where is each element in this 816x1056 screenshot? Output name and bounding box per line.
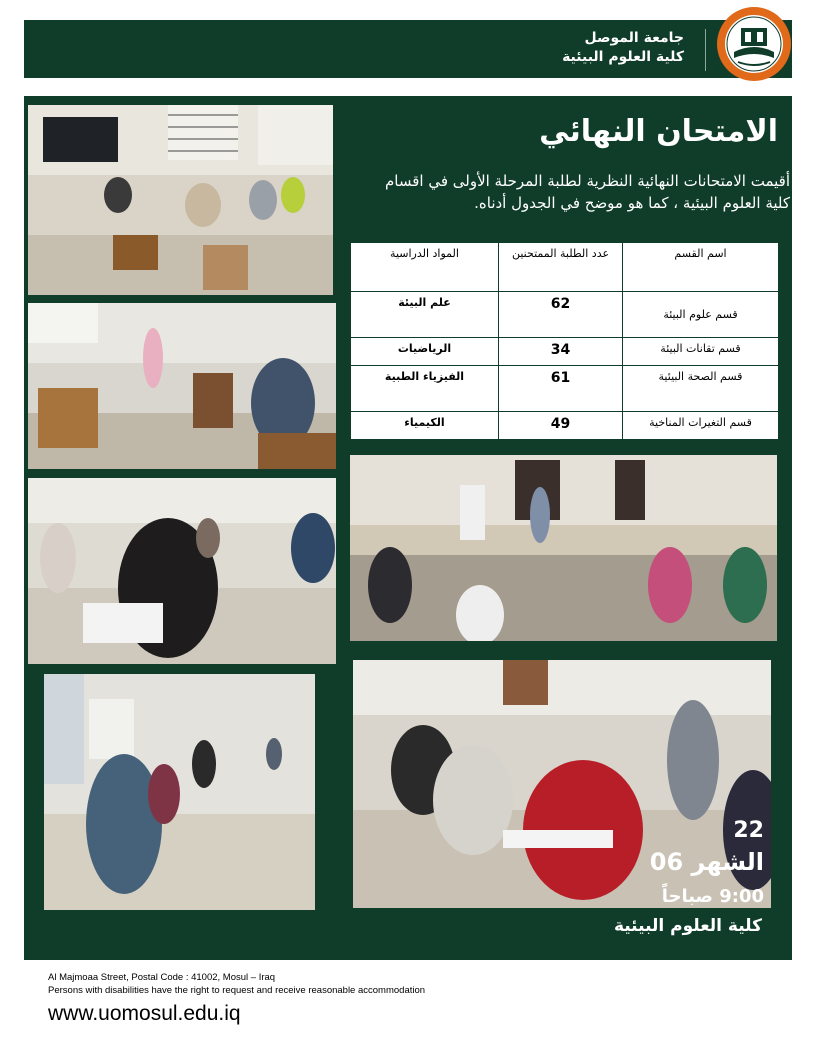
col-department: اسم القسم [623,243,779,292]
subject-cell: علم البيئة [351,292,499,338]
department-cell: قسم تقانات البيئة [623,338,779,366]
exam-photo-2 [28,303,336,469]
exam-venue: كلية العلوم البيئية [613,916,762,936]
subject-cell: الكيمياء [351,412,499,440]
col-students: عدد الطلبة الممتحنين [499,243,623,292]
department-cell: قسم التغيرات المناخية [623,412,779,440]
table-row [351,366,779,412]
students-cell: 61 [499,366,623,412]
students-cell: 34 [499,338,623,366]
subject-cell: الفيزياء الطبية [351,366,499,412]
footer-info [48,971,425,997]
header-divider [705,29,706,71]
students-cell: 62 [499,292,623,338]
exam-table [350,242,779,440]
website-link[interactable]: www.uomosul.edu.iq [48,1002,241,1025]
college-name: كلية العلوم البيئية [562,49,684,65]
subject-cell: الرياضيات [351,338,499,366]
header-title [562,29,684,67]
university-name: جامعة الموصل [584,30,684,46]
university-logo [716,6,792,82]
footer-accessibility: Persons with disabilities have the right to request and receive reasonable accommodation [48,985,426,996]
exam-photo-3 [28,478,336,664]
exam-time: 9:00 صباحاً [661,886,764,907]
table-row [351,292,779,338]
table-row [351,412,779,440]
table-header-row [351,243,779,292]
exam-photo-1 [28,105,333,295]
students-cell: 49 [499,412,623,440]
page-title: الامتحان النهائي [539,114,778,149]
exam-photo-5 [350,455,777,641]
header-bar [24,20,792,78]
table-row [351,338,779,366]
exam-day: 22 [733,818,764,843]
intro-paragraph: أقيمت الامتحانات النهائية النظرية لطلبة المرحلة الأولى في اقسام كلية العلوم البيئية ، كما هو موضح في الجدول أدناه. [384,172,790,212]
exam-month: الشهر 06 [649,848,764,876]
department-cell: قسم علوم البيئة [623,292,779,338]
department-cell: قسم الصحة البيئية [623,366,779,412]
col-subject: المواد الدراسية [351,243,499,292]
exam-photo-4 [44,674,315,910]
footer-address: Al Majmoaa Street, Postal Code : 41002, Mosul – Iraq [48,972,276,983]
